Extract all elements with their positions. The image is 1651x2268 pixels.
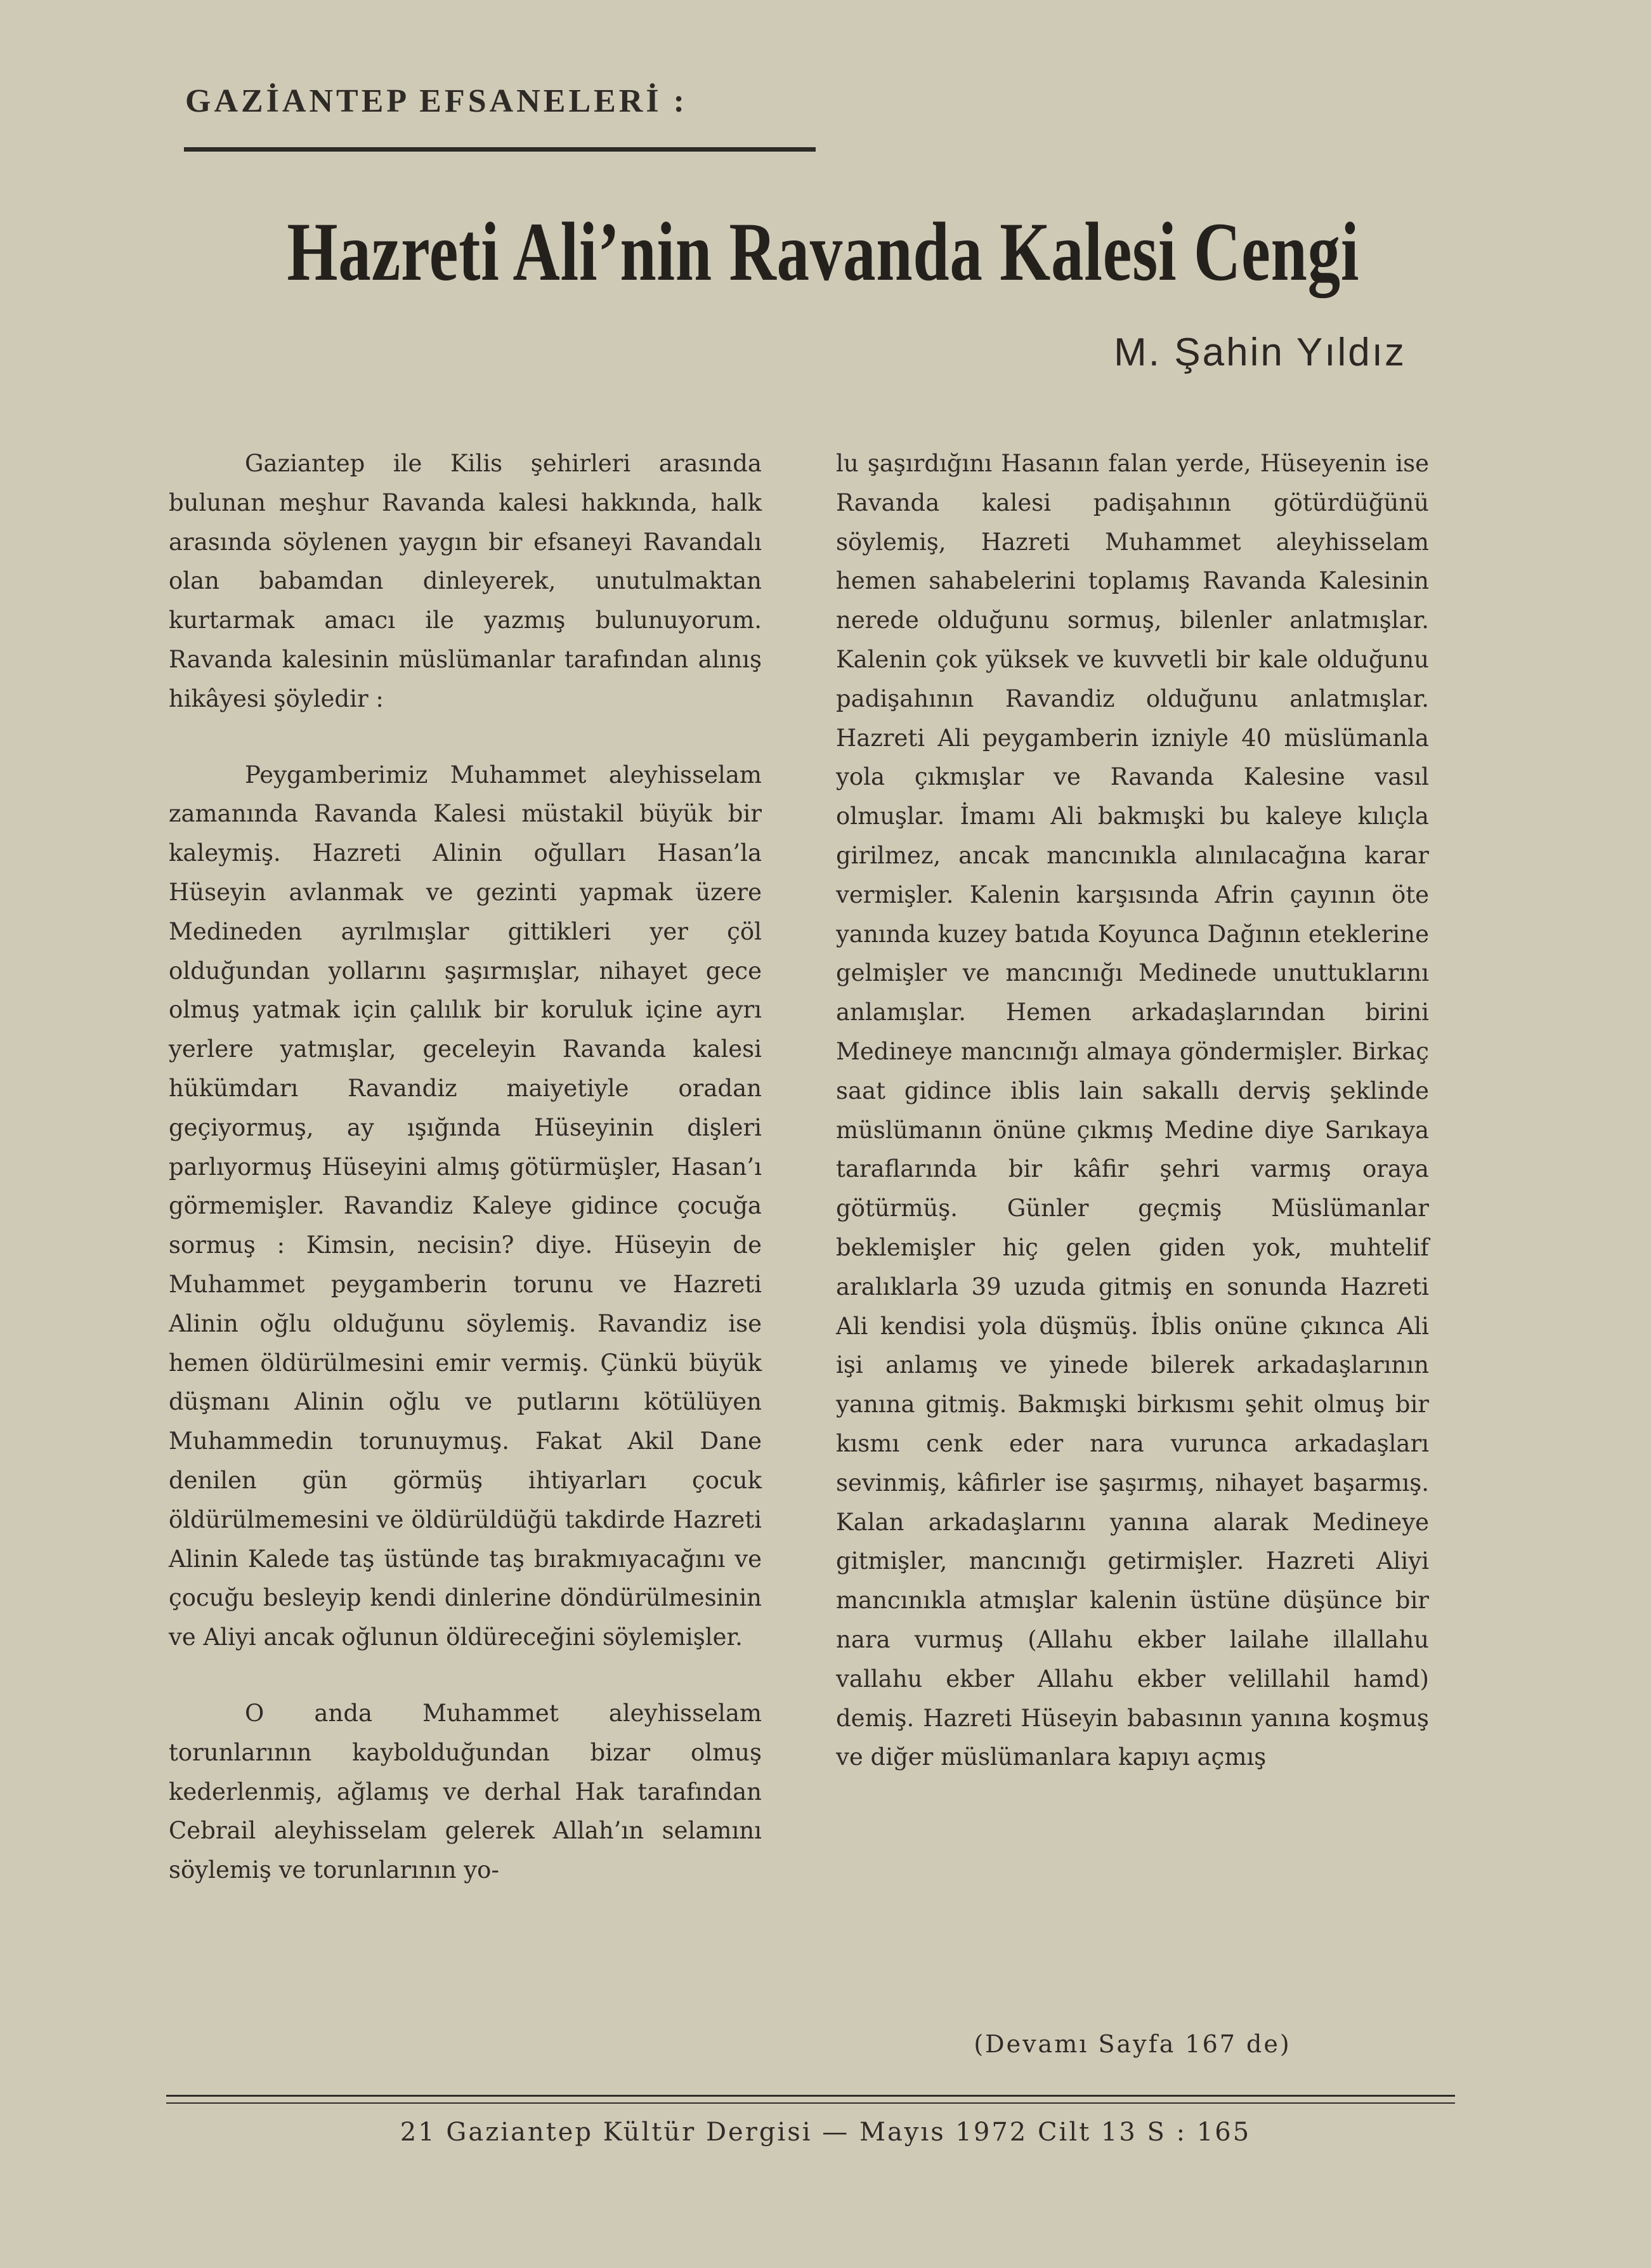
series-heading: GAZİANTEP EFSANELERİ : xyxy=(185,83,688,119)
paragraph: lu şaşırdığını Hasanın falan yerde, Hüseyenin ise Ravanda kalesi padişahının götürdüğünü söylemiş, Hazreti Muhammet aleyhisselam hemen sahabelerini toplamış Ravanda Kalesinin nerede olduğunu sormuş, bilenler anlatmışlar. Kalenin çok yüksek ve kuvvetli bir kale olduğunu padişahının Ravandiz olduğunu anlatmışlar. Hazreti Ali peygamberin izniyle 40 müslümanla yola çıkmışlar ve Ravanda Kalesine vasıl olmuşlar. İmamı Ali bakmışki bu kaleye kılıçla girilmez, ancak mancınıkla alınılacağına karar vermişler. Kalenin karşısında Afrin çayının öte yanında kuzey batıda Koyunca Dağının eteklerine gelmişler ve mancınığı Medinede unuttuklarını anlamışlar. Hemen arkadaşlarından birini Medineye mancınığı almaya göndermişler. Birkaç saat gidince iblis lain sakallı derviş şeklinde müslümanın önüne çıkmış Medine diye Sarıkaya taraflarında bir kâfir şehri varmış oraya götürmüş. Günler geçmiş Müslümanlar beklemişler hiç gelen giden yok, muhtelif aralıklarla 39 uzuda gitmiş en sonunda Hazreti Ali kendisi yola düşmüş. İblis onüne çıkınca Ali işi anlamış ve yinede bilerek arkadaşlarının yanına gitmiş. Bakmışki birkısmı şehit olmuş bir kısmı cenk eder nara vurunca arkadaşları sevinmiş, kâfirler ise şaşırmış, nihayet başarmış. Kalan arkadaşlarını yanına alarak Medineye gitmişler, mancınığı getirmişler. Hazreti Aliyi mancınıkla atmışlar kalenin üstüne düşünce bir nara vurmuş (Allahu ekber lailahe illallahu vallahu ekber Allahu ekber velillahil hamd) demiş. Hazreti Hüseyin babasının yanına koşmuş ve diğer müslümanlara kapıyı açmış xyxy=(836,450,1429,1771)
paragraph: O anda Muhammet aleyhisselam torunlarının kaybolduğundan bizar olmuş kederlenmiş, ağlamış ve derhal Hak tarafından Cebrail aleyhisselam gelerek Allah’ın selamını söylemiş ve torunlarının yo- xyxy=(169,1699,762,1884)
continued-note: (Devamı Sayfa 167 de) xyxy=(974,2030,1291,2058)
footer-rule xyxy=(166,2095,1455,2097)
page-footer: 21 Gaziantep Kültür Dergisi — Mayıs 1972 Cilt 13 S : 165 xyxy=(400,2118,1251,2147)
footer-rule xyxy=(166,2102,1455,2104)
paragraph: Gaziantep ile Kilis şehirleri arasında bulunan meşhur Ravanda kalesi hakkında, halk arasında söylenen yaygın bir efsaneyi Ravandalı olan babamdan dinleyerek, unutulmaktan kurtarmak amacı ile yazmış bulunuyorum. Ravanda kalesinin müslümanlar tarafından alınış hikâyesi şöyledir : xyxy=(169,450,762,712)
paragraph: Peygamberimiz Muhammet aleyhisselam zamanında Ravanda Kalesi müstakil büyük bir kaleymiş. Hazreti Alinin oğulları Hasan’la Hüseyin avlanmak ve gezinti yapmak üzere Medineden ayrılmışlar gittikleri yer çöl olduğundan yollarını şaşırmışlar, nihayet gece olmuş yatmak için çalılık bir koruluk içine ayrı yerlere yatmışlar, geceleyin Ravanda kalesi hükümdarı Ravandiz maiyetiyle oradan geçiyormuş, ay ışığında Hüseyinin dişleri parlıyormuş Hüseyini almış götürmüşler, Hasan’ı görmemişler. Ravandiz Kaleye gidince çocuğa sormuş : Kimsin, necisin? diye. Hüseyin de Muhammet peygamberin torunu ve Hazreti Alinin oğlu olduğunu söylemiş. Ravandiz ise hemen öldürülmesini emir vermiş. Çünkü büyük düşmanı Alinin oğlu ve putlarını kötülüyen Muhammedin torunuymuş. Fakat Akil Dane denilen gün görmüş ihtiyarları çocuk öldürülmemesini ve öldürüldüğü takdirde Hazreti Alinin Kalede taş üstünde taş bırakmıyacağını ve çocuğu besleyip kendi dinlerine döndürülmesinin ve Aliyi ancak oğlunun öldüreceğini söylemişler. xyxy=(169,761,762,1651)
left-column xyxy=(169,444,762,1890)
right-column xyxy=(836,444,1429,1777)
article-author: M. Şahin Yıldız xyxy=(1114,331,1406,374)
series-underline xyxy=(184,147,816,152)
article-title: Hazreti Ali’nin Ravanda Kalesi Cengi xyxy=(287,205,1360,298)
